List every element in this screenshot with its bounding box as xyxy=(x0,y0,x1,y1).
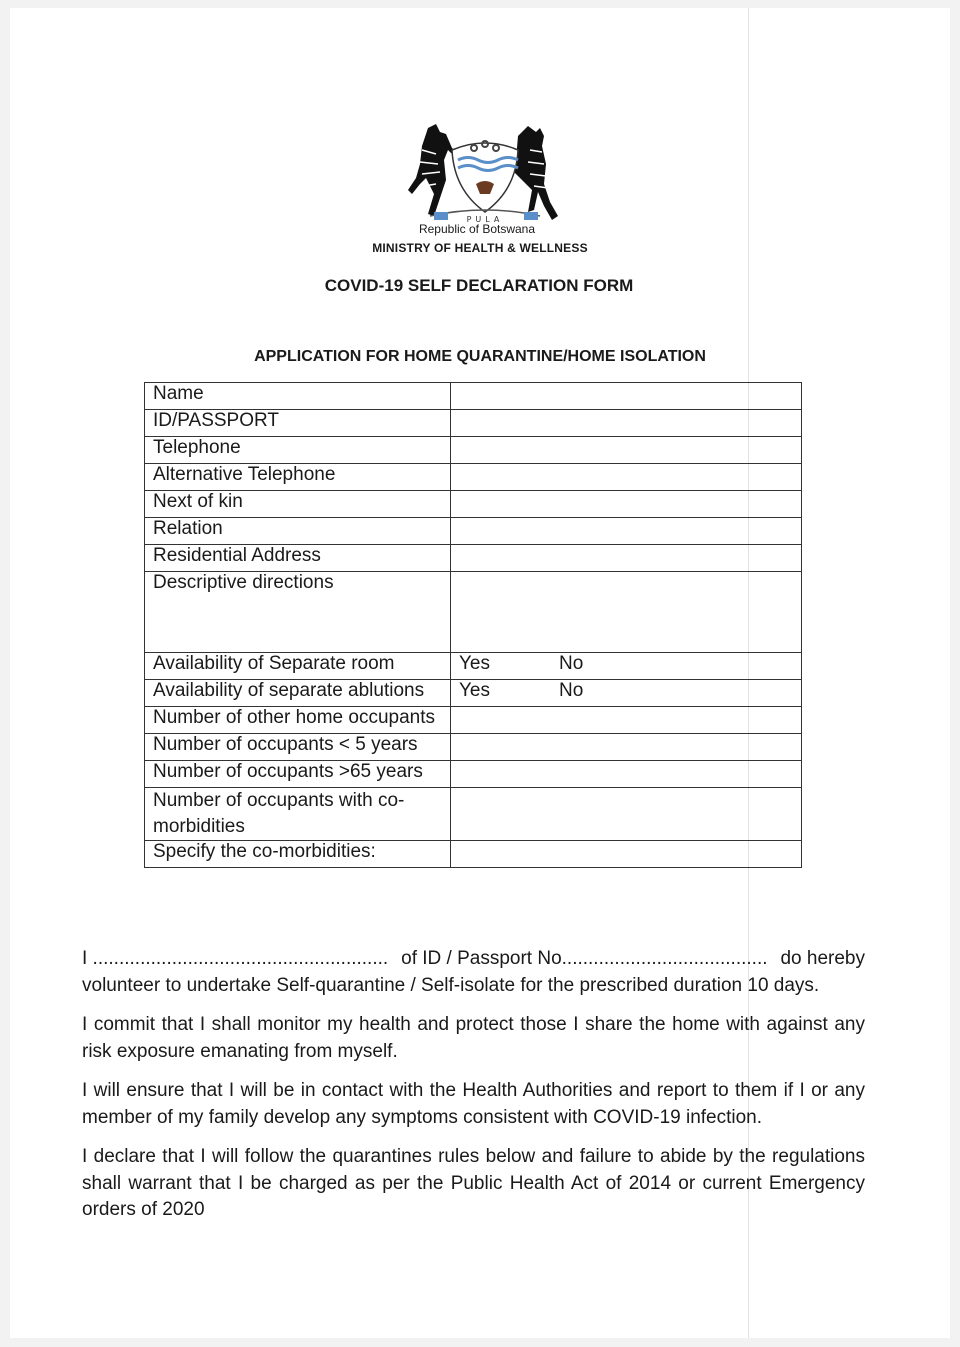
row-label: Descriptive directions xyxy=(145,572,451,653)
document-page xyxy=(10,8,950,1338)
occupants-under-5-field[interactable] xyxy=(451,734,802,761)
separate-room-yes-option[interactable]: Yes xyxy=(459,653,490,674)
commitment-paragraph: I commit that I shall monitor my health and protect those I share the home with against any risk exposure emanating from myself. xyxy=(82,1014,865,1062)
telephone-field[interactable] xyxy=(451,437,802,464)
separate-ablutions-no-option[interactable]: No xyxy=(559,680,584,701)
other-occupants-field[interactable] xyxy=(451,707,802,734)
row-label: Number of occupants < 5 years xyxy=(145,734,451,761)
declaration-text: do hereby xyxy=(780,948,865,969)
row-label: ID/PASSPORT xyxy=(145,410,451,437)
comorbidities-field[interactable] xyxy=(451,841,802,868)
coat-of-arms-icon xyxy=(390,120,580,232)
table-row xyxy=(145,491,802,518)
table-row xyxy=(145,464,802,491)
republic-name: Republic of Botswana xyxy=(418,222,536,236)
application-table xyxy=(144,382,802,868)
declarant-name-blank[interactable]: I ........................................................ xyxy=(82,948,389,969)
row-label: Specify the co-morbidities: xyxy=(145,841,451,868)
row-label: Number of occupants with co-morbidities xyxy=(145,788,451,841)
declaration-text: volunteer to undertake Self-quarantine / Self-isolate for the prescribed duration 10 days. xyxy=(82,974,820,996)
application-title: APPLICATION FOR HOME QUARANTINE/HOME ISOLATION xyxy=(254,348,706,365)
table-row xyxy=(145,572,802,653)
row-label: Number of occupants >65 years xyxy=(145,761,451,788)
id-passport-blank[interactable]: of ID / Passport No....................................... xyxy=(401,948,768,969)
id-passport-field[interactable] xyxy=(451,410,802,437)
residential-address-field[interactable] xyxy=(451,545,802,572)
name-field[interactable] xyxy=(451,383,802,410)
table-row xyxy=(145,734,802,761)
row-label: Residential Address xyxy=(145,545,451,572)
crest-motto: PULA xyxy=(466,215,504,224)
table-row xyxy=(145,680,802,707)
rules-paragraph: I declare that I will follow the quarantines rules below and failure to abide by the regulations shall warrant that I be charged as per the Public Health Act of 2014 or current Emergency orders of 2020 xyxy=(82,1146,865,1220)
table-row xyxy=(145,707,802,734)
directions-field[interactable] xyxy=(451,572,802,653)
row-label: Telephone xyxy=(145,437,451,464)
comorbidity-occupants-field[interactable] xyxy=(451,788,802,841)
table-row xyxy=(145,410,802,437)
row-label: Next of kin xyxy=(145,491,451,518)
table-row xyxy=(145,761,802,788)
separate-ablutions-choice xyxy=(451,680,802,707)
table-row xyxy=(145,545,802,572)
separate-ablutions-yes-option[interactable]: Yes xyxy=(459,680,490,701)
ministry-name: MINISTRY OF HEALTH & WELLNESS xyxy=(372,241,588,255)
form-title: COVID-19 SELF DECLARATION FORM xyxy=(324,276,634,295)
row-label: Availability of separate ablutions xyxy=(145,680,451,707)
relation-field[interactable] xyxy=(451,518,802,545)
separate-room-no-option[interactable]: No xyxy=(559,653,584,674)
next-of-kin-field[interactable] xyxy=(451,491,802,518)
separate-room-choice xyxy=(451,653,802,680)
table-row xyxy=(145,383,802,410)
table-row xyxy=(145,841,802,868)
table-row xyxy=(145,788,802,841)
alternative-telephone-field[interactable] xyxy=(451,464,802,491)
table-row xyxy=(145,653,802,680)
declaration-paragraph xyxy=(82,946,865,999)
row-label: Number of other home occupants xyxy=(145,707,451,734)
contact-paragraph: I will ensure that I will be in contact with the Health Authorities and report to them if I or any member of my family develop any symptoms consistent with COVID-19 infection. xyxy=(82,1080,865,1128)
row-label: Alternative Telephone xyxy=(145,464,451,491)
table-row xyxy=(145,518,802,545)
row-label: Name xyxy=(145,383,451,410)
occupants-over-65-field[interactable] xyxy=(451,761,802,788)
table-row xyxy=(145,437,802,464)
row-label: Relation xyxy=(145,518,451,545)
row-label: Availability of Separate room xyxy=(145,653,451,680)
